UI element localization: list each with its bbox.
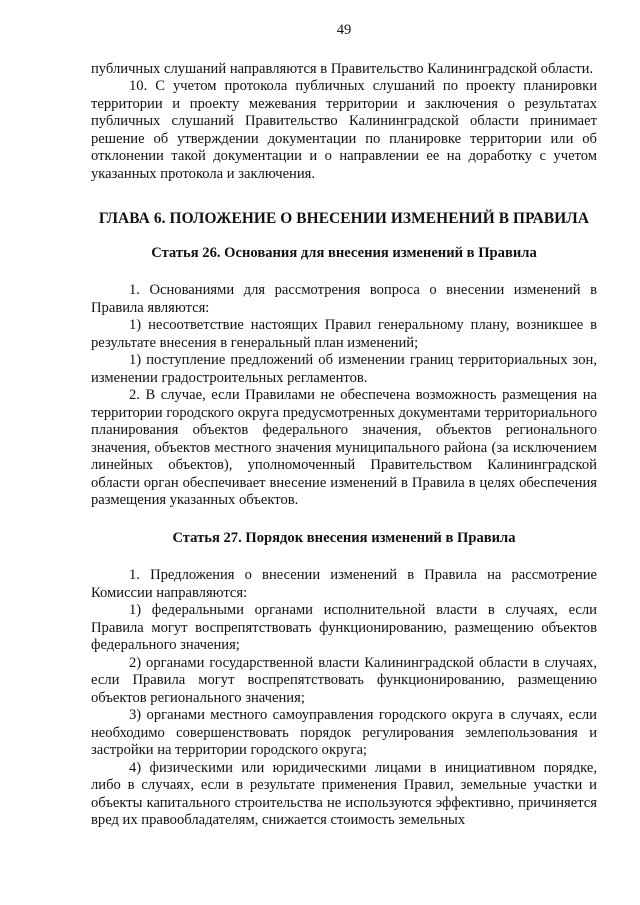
article-27-paragraph: 1) федеральными органами исполнительной власти в случаях, если Правила могут воспрепятствовать функционированию, размещению объектов федерального значения;: [91, 602, 597, 653]
article-27-paragraph: 4) физическими или юридическими лицами в инициативном порядке, либо в случаях, если в результате применения Правил, земельные участки и объекты капитального строительства не используются эффективно, причиняется вред их правообладателям, снижается стоимость земельных: [91, 759, 597, 828]
article-27-paragraph: 2) органами государственной власти Калининградской области в случаях, если Правила могут воспрепятствовать функционированию, размещению объектов регионального значения;: [91, 654, 597, 706]
article-27-paragraph: 1. Предложения о внесении изменений в Правила на рассмотрение Комиссии направляются:: [91, 567, 597, 601]
article-26-paragraph: 1) несоответствие настоящих Правил генеральному плану, возникшее в результате внесения в генеральный план изменений;: [91, 317, 597, 351]
article-26-paragraph: 2. В случае, если Правилами не обеспечена возможность размещения на территории городского округа предусмотренных документами территориального планирования объектов федерального значения, объектов регионального значения, объектов местного значения муниципального района (за исключением линейных объектов), уполномоченный Правительством Калининградской области орган обеспечивает внесение изменений в Правила в целях обеспечения размещения указанных объектов.: [91, 387, 597, 508]
document-page: [91, 22, 597, 830]
article-26-paragraph: 1) поступление предложений об изменении границ территориальных зон, изменении градостроительных регламентов.: [91, 352, 597, 386]
page-number: 49: [336, 22, 352, 38]
intro-paragraph-continuation: публичных слушаний направляются в Правительство Калининградской области.: [91, 60, 594, 77]
chapter-title: ГЛАВА 6. ПОЛОЖЕНИЕ О ВНЕСЕНИИ ИЗМЕНЕНИЙ В ПРАВИЛА: [98, 210, 590, 227]
article-26-paragraph: 1. Основаниями для рассмотрения вопроса о внесении изменений в Правила являются:: [91, 282, 597, 316]
article-26-title: Статья 26. Основания для внесения изменений в Правила: [151, 244, 537, 261]
article-27-paragraph: 3) органами местного самоуправления городского округа в случаях, если необходимо совершенствовать порядок регулирования землепользования и застройки на территории городского округа;: [91, 707, 597, 758]
article-27-title: Статья 27. Порядок внесения изменений в Правила: [172, 529, 516, 546]
intro-paragraph-10: 10. С учетом протокола публичных слушаний по проекту планировки территории и проекту межевания территории и заключения о результатах публичных слушаний Правительство Калининградской области принимает решение об утверждении документации по планировке территории или об отклонении такой документации и о направлении ее на доработку с учетом указанных протокола и заключения.: [91, 78, 597, 182]
